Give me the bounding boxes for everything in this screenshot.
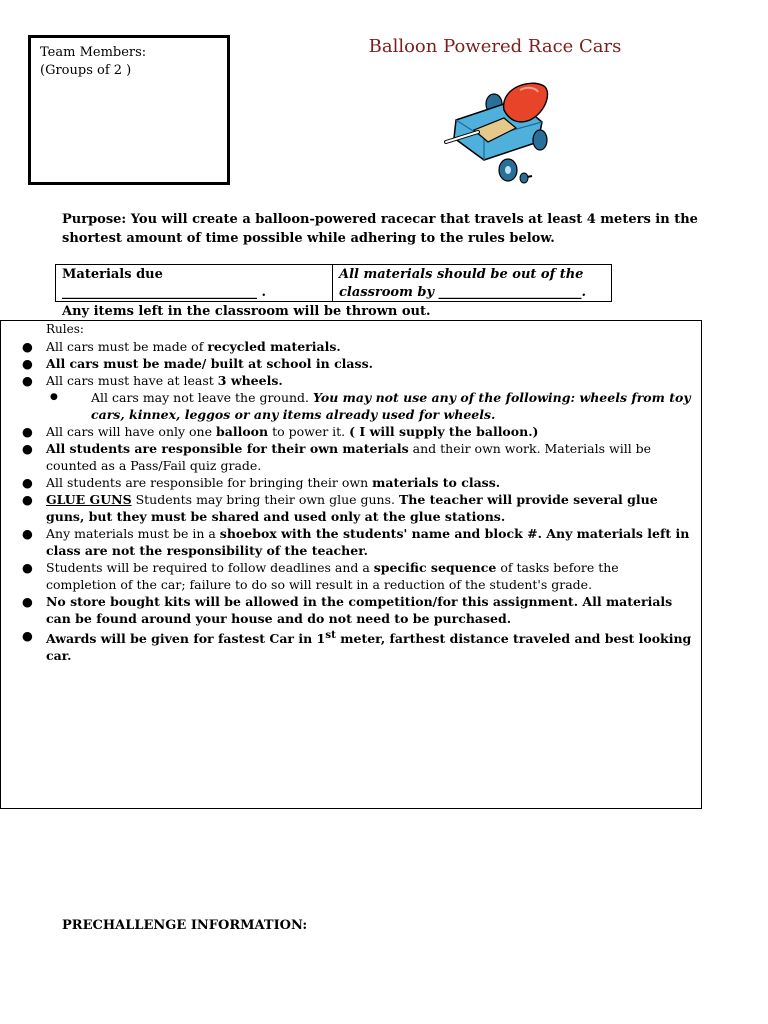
materials-table — [55, 264, 612, 302]
rule-item — [0, 525, 700, 559]
rule-item — [0, 372, 700, 389]
bullet-icon: ● — [22, 356, 33, 371]
rule-text: materials to class. — [372, 475, 501, 490]
rule-item — [0, 491, 700, 525]
bullet-icon: ● — [50, 392, 58, 402]
rule-text: You may not use any of the following: wheels from toy cars, kinnex, leggos or any items already used for wheels. — [91, 390, 691, 422]
rule-text: No store bought kits will be allowed in the competition/for this assignment. All materials can be found around your house and do not need to be purchased. — [46, 594, 673, 626]
rule-text: of tasks before the completion of the car; failure to do so will result in a reduction of the student's grade. — [46, 560, 619, 592]
rule-text: The teacher will provide several glue guns, but they must be shared and used only at the glue stations. — [46, 492, 658, 524]
page-title: Balloon Powered Race Cars — [368, 36, 622, 57]
balloon-car-illustration — [438, 78, 554, 190]
rule-text: All cars will have only one — [46, 424, 216, 439]
purpose-statement: Purpose: You will create a balloon-powered racecar that travels at least 4 meters in the shortest amount of time possible while adhering to the rules below. — [62, 212, 698, 246]
car-wheel — [520, 173, 528, 183]
rule-sub-item — [0, 389, 700, 423]
rule-item — [0, 423, 700, 440]
rule-text: Awards will be given for fastest Car in 1 — [46, 631, 326, 647]
rule-text: Students may bring their own glue guns. — [131, 492, 399, 507]
rule-text: own materials — [309, 441, 409, 456]
materials-due-label: Materials due — [62, 267, 163, 282]
rule-text: GLUE GUNS — [46, 492, 132, 507]
rule-text: balloon — [215, 424, 269, 439]
rule-text: recycled materials. — [207, 339, 341, 354]
bullet-icon: ● — [22, 441, 33, 456]
prechallenge-heading: PRECHALLENGE INFORMATION: — [62, 918, 308, 933]
bullet-icon: ● — [22, 526, 33, 541]
materials-out-cell — [333, 265, 611, 301]
car-wheel — [533, 130, 547, 150]
bullet-icon: ● — [22, 560, 33, 575]
rule-text: Students will be required to follow deadlines and a — [46, 560, 374, 575]
rule-text: All cars must have at least — [46, 373, 218, 388]
rule-item — [0, 440, 700, 474]
group-size-label: (Groups of 2 ) — [40, 63, 132, 78]
materials-out-line1: All materials should be out of the — [339, 267, 584, 282]
rule-text: to power it. — [268, 424, 350, 439]
rule-text: All students are responsible for bringing their own — [46, 475, 373, 490]
bullet-icon: ● — [22, 492, 33, 507]
rule-text: All cars must be made/ built at school in class. — [46, 356, 373, 371]
rule-text: shoebox with the students' name and block #. Any materials left in class are not the responsibility of the teacher. — [46, 526, 690, 558]
rules-list — [0, 338, 700, 664]
bullet-icon: ● — [22, 475, 33, 490]
bullet-icon: ● — [22, 628, 33, 643]
materials-due-cell — [56, 265, 333, 301]
team-members-label: Team Members: — [40, 45, 147, 60]
rule-text: Any materials must be in a — [46, 526, 220, 541]
bullet-icon: ● — [22, 339, 33, 354]
team-members-box — [28, 35, 230, 185]
rule-item — [0, 338, 700, 355]
rule-item — [0, 355, 700, 372]
materials-out-line2: classroom by ______________________. — [339, 285, 587, 300]
rule-text: All cars may not leave the ground. — [91, 390, 314, 405]
bullet-icon: ● — [22, 424, 33, 439]
rule-text: All students are responsible for their — [46, 441, 310, 456]
rule-text: meter, farthest distance traveled and best looking car. — [46, 631, 692, 664]
rule-item — [0, 593, 700, 627]
bullet-icon: ● — [22, 373, 33, 388]
bullet-icon: ● — [22, 594, 33, 609]
materials-due-blank: ______________________________ . — [62, 285, 267, 300]
rule-text: st — [325, 629, 336, 641]
rule-item — [0, 474, 700, 491]
rule-text: and their own work. Materials will be counted as a Pass/Fail quiz grade. — [46, 441, 652, 473]
rule-text: All cars must be made of — [46, 339, 208, 354]
thrown-out-notice: Any items left in the classroom will be thrown out. — [62, 304, 431, 319]
rules-heading: Rules: — [46, 322, 84, 336]
rule-item — [0, 559, 700, 593]
rule-text: specific sequence — [373, 560, 497, 575]
rule-text: 3 wheels. — [217, 373, 283, 388]
rule-item — [0, 627, 700, 664]
rule-text: ( I will supply the balloon.) — [349, 424, 539, 439]
